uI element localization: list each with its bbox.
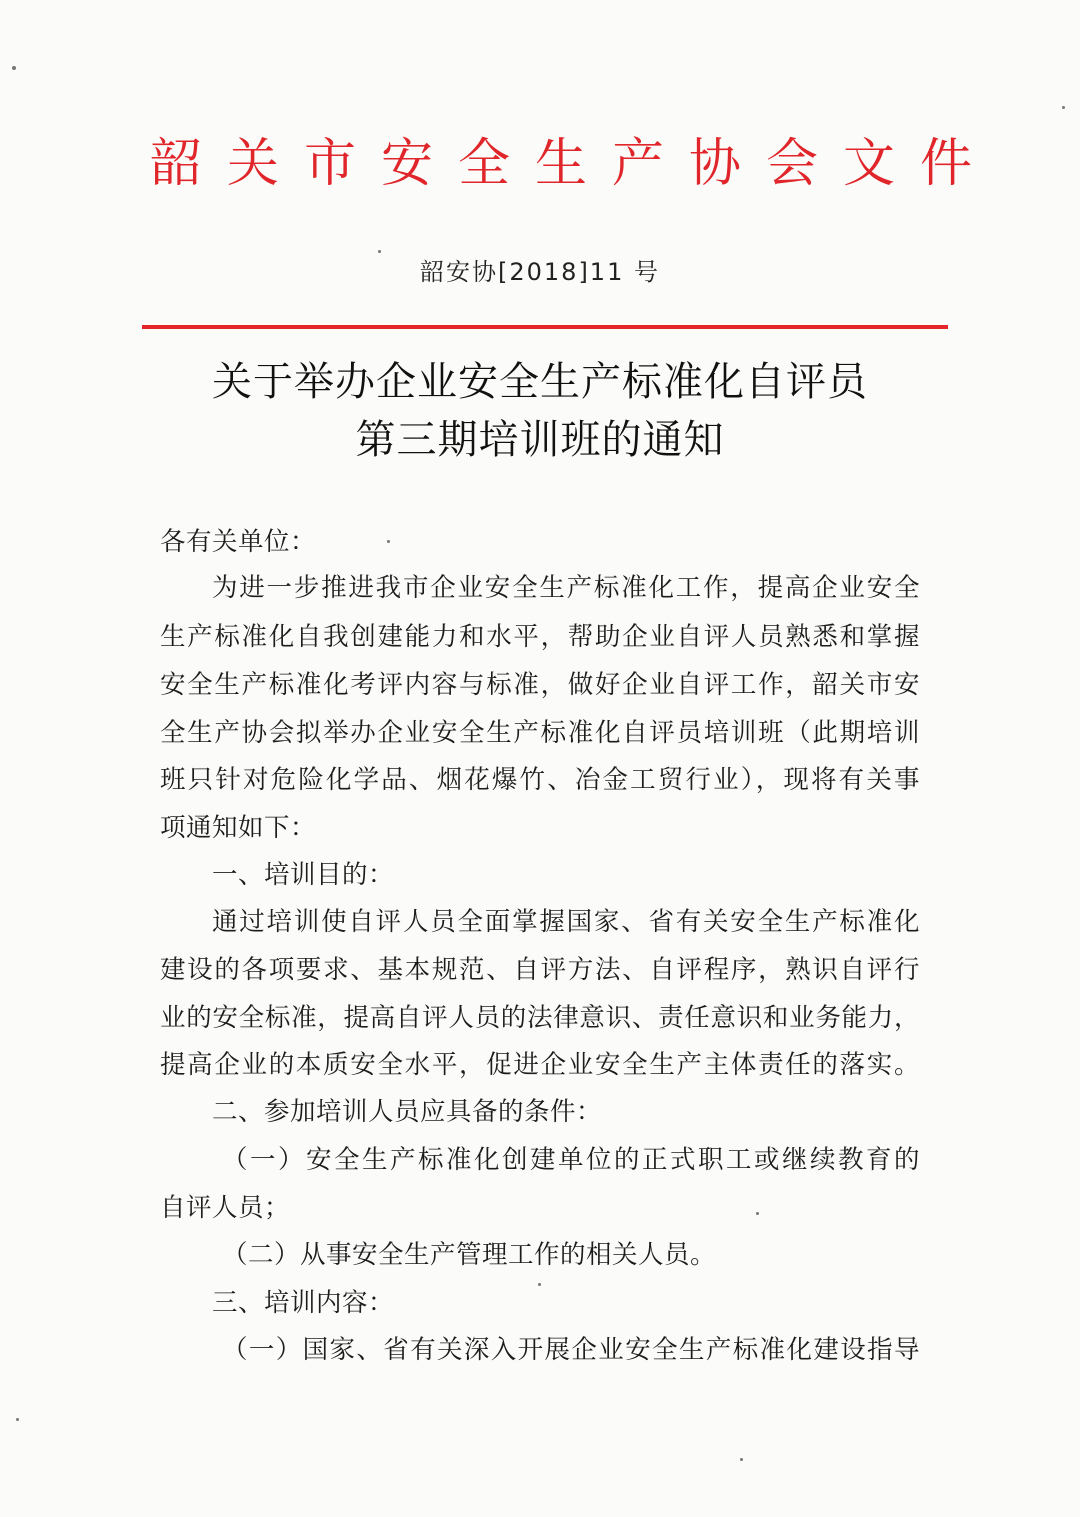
org-header-title: 韶关市安全生产协会文件 bbox=[150, 134, 998, 194]
notice-title-line-1: 关于举办企业安全生产标准化自评员 bbox=[212, 359, 868, 405]
notice-title-line-2: 第三期培训班的通知 bbox=[355, 417, 725, 463]
scan-speck bbox=[538, 1283, 541, 1286]
scan-speck bbox=[1062, 106, 1065, 109]
section-2-heading: 二、参加培训人员应具备的条件： bbox=[212, 1097, 603, 1127]
intro-line: 为进一步推进我市企业安全生产标准化工作，提高企业安全 bbox=[212, 573, 920, 603]
intro-line: 班只针对危险化学品、烟花爆竹、冶金工贸行业），现将有关事 bbox=[160, 765, 920, 795]
section-2-item-2: （二）从事安全生产管理工作的相关人员。 bbox=[222, 1240, 717, 1270]
section-2-item-1-line: 自评人员； bbox=[160, 1193, 291, 1223]
section-1-heading: 一、培训目的： bbox=[212, 860, 395, 890]
scan-speck bbox=[387, 540, 390, 543]
scan-speck bbox=[756, 1212, 759, 1215]
scan-speck bbox=[378, 250, 381, 253]
intro-line: 生产标准化自我创建能力和水平，帮助企业自评人员熟悉和掌握 bbox=[160, 622, 920, 652]
section-1-line: 建设的各项要求、基本规范、自评方法、自评程序，熟识自评行 bbox=[160, 955, 920, 985]
section-3-heading: 三、培训内容： bbox=[212, 1288, 395, 1318]
section-2-item-1-line: （一）安全生产标准化创建单位的正式职工或继续教育的 bbox=[222, 1145, 920, 1175]
red-divider-line bbox=[142, 325, 948, 329]
scan-speck bbox=[16, 1418, 19, 1421]
section-1-line: 业的安全标准，提高自评人员的法律意识、责任意识和业务能力， bbox=[160, 1003, 920, 1033]
section-3-item-1: （一）国家、省有关深入开展企业安全生产标准化建设指导 bbox=[222, 1335, 920, 1365]
scan-speck bbox=[740, 1458, 743, 1461]
salutation: 各有关单位： bbox=[160, 527, 317, 557]
section-1-line: 通过培训使自评人员全面掌握国家、省有关安全生产标准化 bbox=[212, 907, 920, 937]
document-number: 韶安协[2018]11 号 bbox=[420, 258, 660, 286]
intro-line: 项通知如下： bbox=[160, 813, 317, 843]
intro-line: 全生产协会拟举办企业安全生产标准化自评员培训班（此期培训 bbox=[160, 718, 920, 748]
intro-line: 安全生产标准化考评内容与标准，做好企业自评工作，韶关市安 bbox=[160, 670, 920, 700]
scan-speck bbox=[12, 66, 16, 70]
section-1-line: 提高企业的本质安全水平，促进企业安全生产主体责任的落实。 bbox=[160, 1050, 920, 1080]
